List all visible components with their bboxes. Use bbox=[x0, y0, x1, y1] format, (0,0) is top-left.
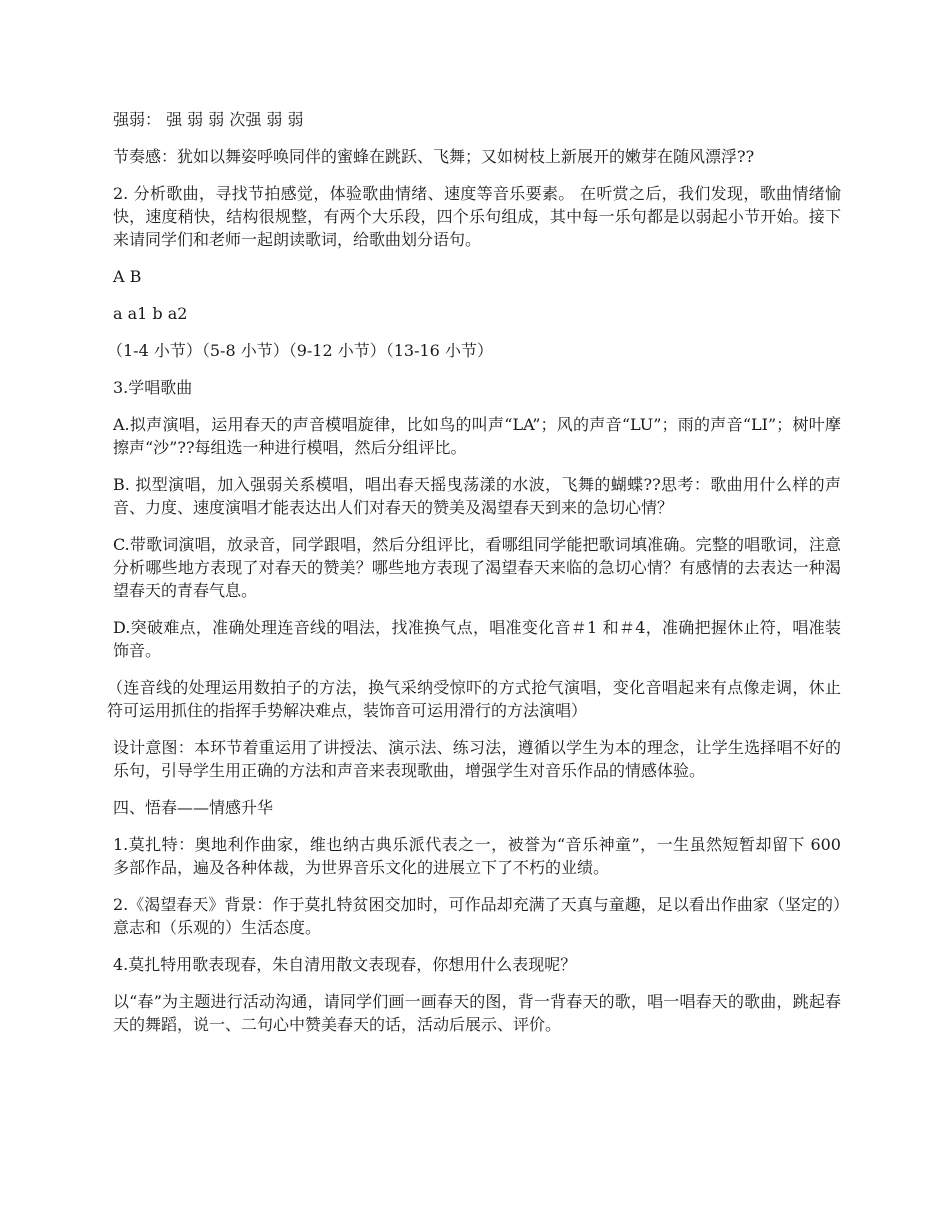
paragraph-phrases: a a1 b a2 bbox=[113, 304, 188, 323]
paragraph-analysis: 2. 分析歌曲，寻找节拍感觉，体验歌曲情绪、速度等音乐要素。 在听赏之后，我们发现，歌曲情绪愉快，速度稍快，结构很规整，有两个大乐段，四个乐句组成，其中每一乐句都是以弱起小节开始。接下来请同学们和老师一起朗读歌词，给歌曲划分语句。 bbox=[113, 184, 841, 249]
paragraph-rhythm: 节奏感：犹如以舞姿呼唤同伴的蜜蜂在跳跃、飞舞；又如树枝上新展开的嫩芽在随风漂浮?? bbox=[113, 147, 755, 166]
paragraph-learn-heading: 3.学唱歌曲 bbox=[113, 378, 193, 397]
paragraph-mozart: 1.莫扎特：奥地利作曲家，维也纳古典乐派代表之一，被誉为“音乐神童”，一生虽然短暂却留下 600 多部作品，遍及各种体裁，为世界音乐文化的进展立下了不朽的业绩。 bbox=[113, 835, 841, 877]
document-body bbox=[107, 108, 841, 1050]
paragraph-activity: 以“春”为主题进行活动沟通，请同学们画一画春天的图，背一背春天的歌，唱一唱春天的歌曲，跳起春天的舞蹈，说一、二句心中赞美春天的话，活动后展示、评价。 bbox=[113, 992, 841, 1034]
paragraph-step-d: D.突破难点，准确处理连音线的唱法，找准换气点，唱准变化音＃1 和＃4，准确把握休止符，唱准装饰音。 bbox=[113, 618, 841, 660]
paragraph-design-intent: 设计意图：本环节着重运用了讲授法、演示法、练习法，遵循以学生为本的理念，让学生选择唱不好的乐句，引导学生用正确的方法和声音来表现歌曲，增强学生对音乐作品的情感体验。 bbox=[113, 738, 841, 780]
paragraph-step-b: B. 拟型演唱，加入强弱关系模唱，唱出春天摇曳荡漾的水波，飞舞的蝴蝶??思考：歌曲用什么样的声音、力度、速度演唱才能表达出人们对春天的赞美及渴望春天到来的急切心情？ bbox=[113, 475, 841, 517]
paragraph-measures: （1-4 小节）（5-8 小节）（9-12 小节）（13-16 小节） bbox=[107, 341, 493, 360]
section-heading-four: 四、悟春——情感升华 bbox=[113, 798, 274, 817]
paragraph-sections: A B bbox=[113, 267, 142, 286]
paragraph-method-note: （连音线的处理运用数拍子的方法，换气采纳受惊吓的方式抢气演唱，变化音唱起来有点像走调，休止符可运用抓住的指挥手势解决难点，装饰音可运用滑行的方法演唱） bbox=[107, 678, 841, 720]
paragraph-strength: 强弱： 强 弱 弱 次强 弱 弱 bbox=[113, 110, 304, 129]
paragraph-question: 4.莫扎特用歌表现春，朱自清用散文表现春，你想用什么表现呢？ bbox=[113, 955, 577, 974]
paragraph-step-a: A.拟声演唱，运用春天的声音模唱旋律，比如鸟的叫声“LA”；风的声音“LU”；雨的声音“LI”；树叶摩擦声“沙”??每组选一种进行模唱，然后分组评比。 bbox=[113, 415, 841, 457]
paragraph-background: 2.《渴望春天》背景：作于莫扎特贫困交加时，可作品却充满了天真与童趣，足以看出作曲家（坚定的）意志和（乐观的）生活态度。 bbox=[113, 895, 841, 937]
paragraph-step-c: C.带歌词演唱，放录音，同学跟唱，然后分组评比，看哪组同学能把歌词填准确。完整的唱歌词，注意分析哪些地方表现了对春天的赞美？哪些地方表现了渴望春天来临的急切心情？有感情的去表达一种渴望春天的青春气息。 bbox=[113, 535, 841, 600]
